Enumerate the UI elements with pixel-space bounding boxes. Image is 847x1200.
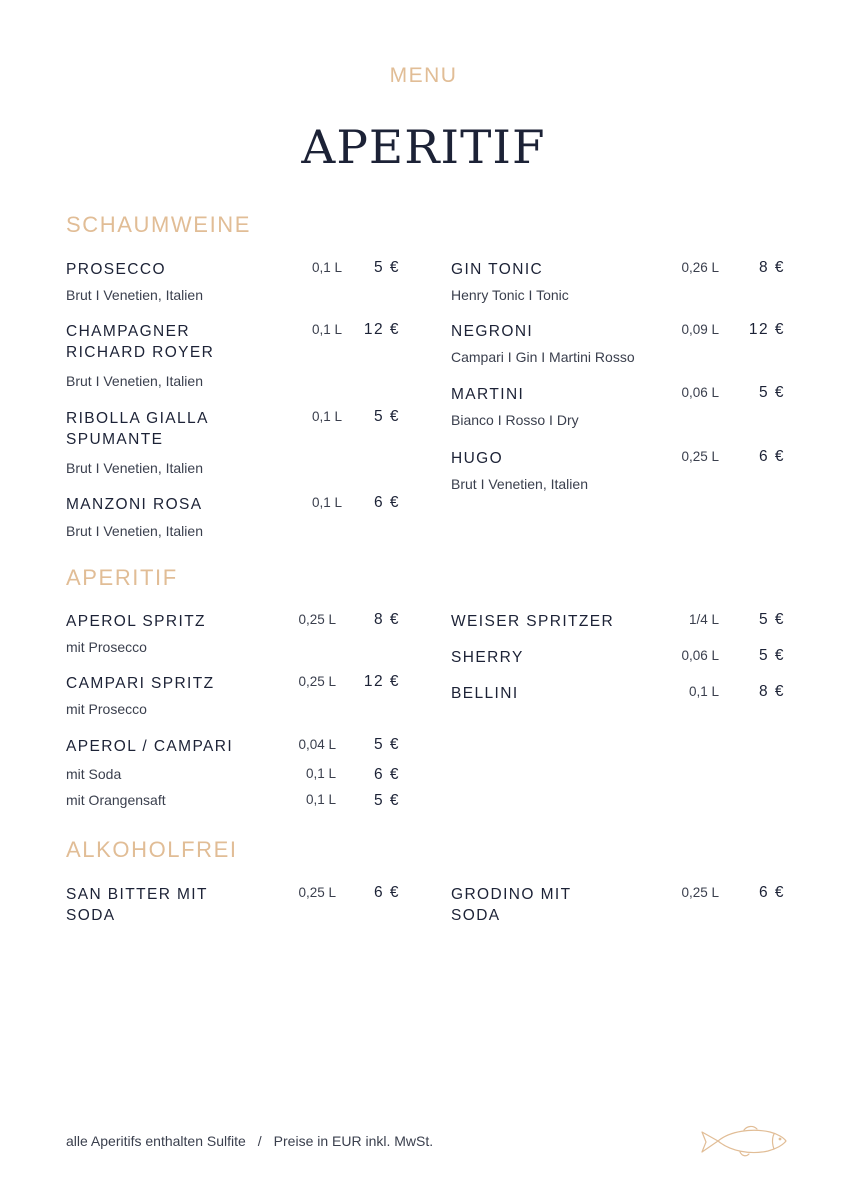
menu-item-prosecco bbox=[66, 259, 400, 309]
item-name: CHAMPAGNER RICHARD ROYER bbox=[66, 323, 215, 361]
sub-item-price: 6 € bbox=[373, 766, 400, 783]
item-volume: 0,25 L bbox=[298, 612, 336, 627]
item-name: MARTINI bbox=[451, 386, 525, 403]
menu-item-negroni bbox=[451, 321, 785, 371]
item-name: CAMPARI SPRITZ bbox=[66, 675, 215, 692]
menu-item-grodino bbox=[451, 884, 785, 930]
item-description: Campari I Gin I Martini Rosso bbox=[451, 349, 635, 365]
item-name: RIBOLLA GIALLA SPUMANTE bbox=[66, 410, 208, 448]
item-volume: 0,1 L bbox=[311, 495, 342, 510]
section-title-schaumweine: SCHAUMWEINE bbox=[66, 212, 252, 237]
item-price: 5 € bbox=[758, 647, 785, 664]
item-description: Bianco I Rosso I Dry bbox=[451, 412, 579, 428]
item-name: HUGO bbox=[451, 450, 504, 467]
sub-item-description: mit Orangensaft bbox=[66, 792, 166, 808]
item-volume: 0,1 L bbox=[311, 322, 342, 337]
item-description: Henry Tonic I Tonic bbox=[451, 287, 569, 303]
item-price: 12 € bbox=[363, 321, 400, 338]
item-description: Brut I Venetien, Italien bbox=[66, 373, 203, 389]
page-title: APERITIF bbox=[301, 120, 546, 174]
item-price: 12 € bbox=[748, 321, 785, 338]
section-title-alkoholfrei: ALKOHOLFREI bbox=[66, 837, 238, 862]
item-volume: 0,1 L bbox=[311, 260, 342, 275]
item-volume: 0,1 L bbox=[311, 409, 342, 424]
item-price: 6 € bbox=[373, 494, 400, 511]
item-price: 5 € bbox=[758, 611, 785, 628]
sub-item-mit-orangensaft bbox=[66, 792, 400, 812]
menu-item-manzoni bbox=[66, 494, 400, 544]
item-price: 5 € bbox=[373, 259, 400, 276]
item-price: 5 € bbox=[373, 736, 400, 753]
item-price: 6 € bbox=[758, 884, 785, 901]
item-price: 5 € bbox=[758, 384, 785, 401]
menu-item-champagner bbox=[66, 321, 400, 393]
item-price: 8 € bbox=[373, 611, 400, 628]
item-name: WEISER SPRITZER bbox=[451, 613, 615, 630]
menu-item-bellini bbox=[451, 683, 785, 707]
item-price: 6 € bbox=[758, 448, 785, 465]
item-volume: 0,1 L bbox=[688, 684, 719, 699]
item-description: Brut I Venetien, Italien bbox=[451, 476, 588, 492]
item-volume: 0,04 L bbox=[298, 737, 336, 752]
item-description: mit Prosecco bbox=[66, 701, 147, 717]
item-name: PROSECCO bbox=[66, 261, 166, 278]
menu-item-martini bbox=[451, 384, 785, 434]
fish-icon bbox=[700, 1122, 788, 1162]
item-price: 5 € bbox=[373, 408, 400, 425]
menu-item-san-bitter bbox=[66, 884, 400, 930]
footer bbox=[66, 1133, 433, 1149]
item-name: SAN BITTER MIT SODA bbox=[66, 886, 208, 924]
item-description: Brut I Venetien, Italien bbox=[66, 460, 203, 476]
sub-item-mit-soda bbox=[66, 766, 400, 786]
item-name: APEROL / CAMPARI bbox=[66, 738, 234, 755]
footer-sulfite-note: alle Aperitifs enthalten Sulfite bbox=[66, 1133, 246, 1149]
item-volume: 0,25 L bbox=[298, 885, 336, 900]
item-name: SHERRY bbox=[451, 649, 524, 666]
menu-item-hugo bbox=[451, 448, 785, 498]
item-description: Brut I Venetien, Italien bbox=[66, 287, 203, 303]
sub-item-description: mit Soda bbox=[66, 766, 122, 782]
item-price: 6 € bbox=[373, 884, 400, 901]
item-name: GIN TONIC bbox=[451, 261, 544, 278]
menu-item-gin-tonic bbox=[451, 259, 785, 309]
item-description: Brut I Venetien, Italien bbox=[66, 523, 203, 539]
item-volume: 0,25 L bbox=[681, 885, 719, 900]
sub-item-volume: 0,1 L bbox=[305, 792, 336, 807]
item-volume: 0,25 L bbox=[298, 674, 336, 689]
item-name: APEROL SPRITZ bbox=[66, 613, 206, 630]
footer-separator: / bbox=[257, 1133, 262, 1149]
sub-item-volume: 0,1 L bbox=[305, 766, 336, 781]
item-volume: 0,25 L bbox=[681, 449, 719, 464]
footer-price-note: Preise in EUR inkl. MwSt. bbox=[273, 1133, 434, 1149]
item-volume: 0,09 L bbox=[681, 322, 719, 337]
item-volume: 0,26 L bbox=[681, 260, 719, 275]
item-name: MANZONI ROSA bbox=[66, 496, 203, 513]
item-volume: 0,06 L bbox=[681, 648, 719, 663]
item-name: NEGRONI bbox=[451, 323, 534, 340]
menu-item-campari-spritz bbox=[66, 673, 400, 723]
item-description: mit Prosecco bbox=[66, 639, 147, 655]
item-name: BELLINI bbox=[451, 685, 519, 702]
sub-item-price: 5 € bbox=[373, 792, 400, 809]
menu-item-ribolla bbox=[66, 408, 400, 480]
item-price: 8 € bbox=[758, 259, 785, 276]
item-price: 8 € bbox=[758, 683, 785, 700]
menu-item-aperol-spritz bbox=[66, 611, 400, 661]
item-price: 12 € bbox=[363, 673, 400, 690]
section-title-aperitif: APERITIF bbox=[66, 565, 178, 590]
menu-label: MENU bbox=[389, 64, 458, 87]
item-volume: 1/4 L bbox=[688, 612, 719, 627]
menu-item-aperol-campari bbox=[66, 736, 400, 760]
menu-item-weiser-spritzer bbox=[451, 611, 785, 635]
menu-item-sherry bbox=[451, 647, 785, 671]
item-volume: 0,06 L bbox=[681, 385, 719, 400]
item-name: GRODINO MIT SODA bbox=[451, 886, 572, 924]
